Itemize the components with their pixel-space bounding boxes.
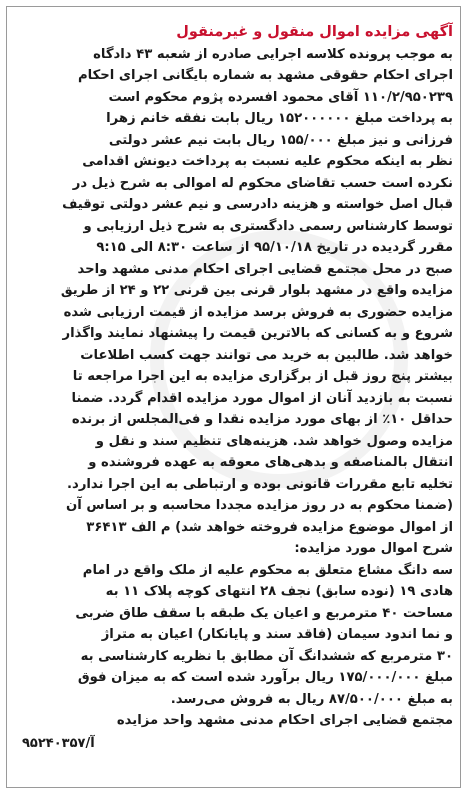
notice-line: حداقل ۱۰٪ از بهای مورد مزایده نقدا و فی‌المجلس از برنده: [71, 412, 453, 427]
auction-notice: [16, 22, 453, 732]
notice-line: به مبلغ ۸۷/۵۰۰/۰۰۰ ریال به فروش می‌رسد.: [170, 691, 453, 707]
notice-code: آ/۹۵۲۴۰۳۵۷: [22, 735, 95, 751]
notice-line: مقرر گردیده در تاریخ ۹۵/۱۰/۱۸ از ساعت ۸:۳۰ الی ۹:۱۵: [96, 240, 453, 255]
notice-line: مزایده حضوری به فروش برسد مزایده از قیمت ارزیابی شده: [63, 304, 453, 320]
notice-line: صبح در محل مجتمع قضایی اجرای احکام مدنی مشهد واحد: [77, 261, 453, 277]
notice-line: نکرده است حسب تقاضای محکوم له اموالی به شرح ذیل در: [72, 175, 453, 191]
notice-line: قبال اصل خواسته و هزینه دادرسی و نیم عشر دولتی توقیف: [62, 197, 453, 212]
notice-line: و نما اندود سیمان (فاقد سند و پایانکار) اعیان به متراژ: [101, 627, 453, 642]
notice-line: نظر به اینکه محکوم علیه نسبت به پرداخت دیونش اقدامی: [82, 154, 453, 169]
notice-line: تخلیه تابع مقررات قانونی بوده و ارتباطی به این اجرا ندارد.: [67, 476, 453, 492]
notice-line: شرح اموال مورد مزایده:: [294, 541, 453, 556]
notice-line: فرزانی و نیز مبلغ ۱۵۵/۰۰۰ ریال بابت نیم عشر دولتی: [108, 132, 453, 148]
notice-line: (ضمنا محکوم به در روز مزایده مجددا محاسبه و بر اساس آن: [66, 498, 453, 513]
notice-line: مبلغ ۱۷۵/۰۰۰/۰۰۰ ریال برآورد شده است که به میزان فوق: [77, 670, 453, 685]
notice-line: اجرای احکام حقوقی مشهد به شماره بایگانی اجرای احکام: [77, 68, 453, 83]
notice-line: به پرداخت مبلغ ۱۵۲۰۰۰۰۰۰ ریال بابت نفقه خانم زهرا: [106, 111, 453, 126]
notice-line: هادی ۱۹ (نوده سابق) نجف ۲۸ انتهای کوچه پلاک ۱۱ به: [105, 584, 453, 599]
notice-line: به موجب پرونده کلاسه اجرایی صادره از شعبه ۴۳ دادگاه: [93, 46, 453, 62]
notice-line: مساحت ۴۰ مترمربع و اعیان یک طبقه با سقف طاق ضربی: [75, 605, 453, 621]
notice-line: ۱۱۰/۲/۹۵۰۲۳۹ آقای محمود افسرده پژوم محکوم است: [108, 89, 453, 105]
notice-line: مزایده وصول خواهد شد. هزینه‌های تنظیم سند و نقل و: [95, 433, 453, 449]
notice-signature: مجتمع قضایی اجرای احکام مدنی مشهد واحد مزایده: [116, 713, 453, 728]
notice-line: بیشتر پنج روز قبل از برگزاری مزایده به این اجرا مراجعه تا: [72, 369, 453, 384]
notice-line: مزایده واقع در مشهد بلوار قرنی بین قرنی ۲۲ و ۲۴ از طریق: [60, 283, 453, 298]
notice-line: ۳۰ مترمربع که ششدانگ آن مطابق با نظریه کارشناسی به: [80, 648, 453, 664]
notice-line: سه دانگ مشاع متعلق به محکوم علیه از ملک واقع در امام: [82, 562, 453, 578]
notice-line: توسط کارشناس رسمی دادگستری به شرح ذیل ارزیابی و: [83, 218, 453, 234]
notice-line: انتقال بالمناصفه و بدهی‌های معوقه به عهده فروشنده و: [88, 455, 453, 470]
notice-line: شروع و به کسانی که بالاترین قیمت را پیشنهاد نمایند واگذار: [62, 326, 453, 341]
notice-line: خواهد شد. طالبین به خرید می توانند جهت کسب اطلاعات: [80, 347, 453, 363]
notice-title: آگهی مزایده اموال منقول و غیرمنقول: [176, 24, 453, 40]
notice-line: نسبت به بازدید آنان از اموال مورد مزایده اقدام گردد. ضمنا: [71, 390, 453, 406]
notice-line: از اموال موضوع مزایده فروخته خواهد شد) م الف ۳۶۴۱۳: [86, 519, 453, 535]
